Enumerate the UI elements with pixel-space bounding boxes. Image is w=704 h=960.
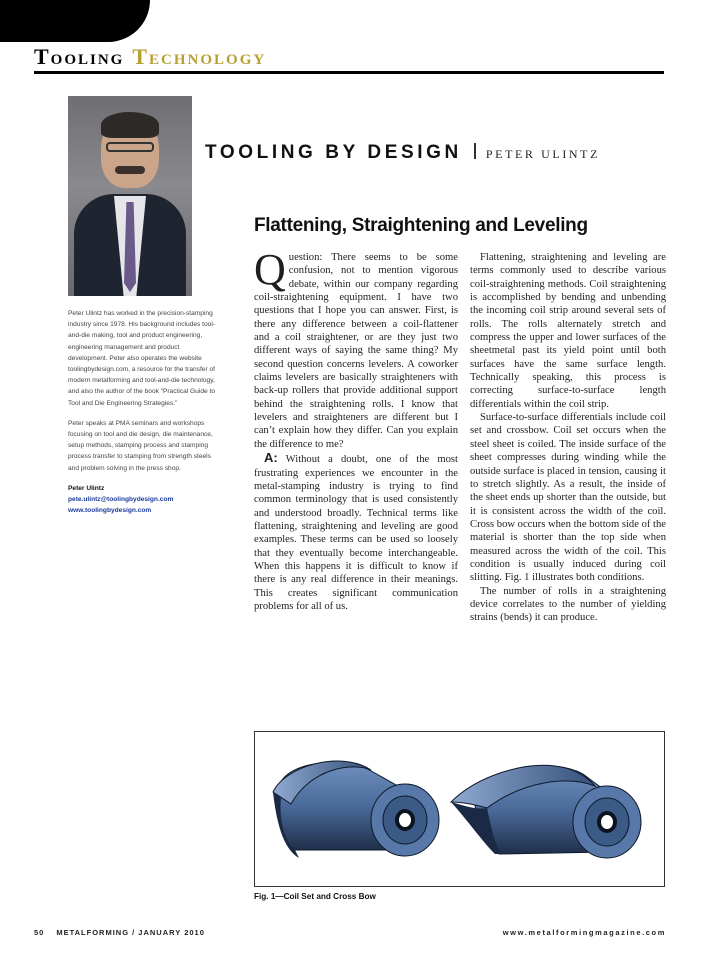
answer-mark: A: bbox=[264, 450, 278, 466]
answer-text: Without a doubt, one of the most frustrating experiences we encounter in the metal-stamping industry is trying to find common terminology that is used consistently and understood broadly. Technical terms like flattening, straightening and leveling are good examples. These terms can be used so loosely that they eventually become interchangeable. When this happens it is difficult to know if there is any real difference in their meanings. This creates significant communication problems for all of us. bbox=[254, 454, 458, 612]
footer-website[interactable]: www.metalformingmagazine.com bbox=[502, 928, 666, 937]
body-paragraph-3: The number of rolls in a straightening device correlates to the number of yielding strains (bends) it can produce. bbox=[470, 585, 666, 624]
article-column-1 bbox=[254, 245, 458, 613]
heading-divider bbox=[474, 143, 476, 159]
cross-bow-illustration bbox=[451, 765, 641, 858]
author-invite: Peter speaks at PMA seminars and workshops focusing on tool and die design, die maintenance, setup methods, stamping process and stamping process transfer to stamping from strength steels and problem solving in the press shop. bbox=[68, 419, 213, 472]
author-photo bbox=[68, 96, 192, 296]
body-paragraph-2: Surface-to-surface differentials include coil set and crossbow. Coil set occurs when the steel sheet is coiled. The inside surface of the sheet compresses during winding while the outside surface is placed in tension, causing it to stretch slightly. As a result, the inside of the sheet ends up shorter than the outside, but it is consistent across the width of the coil. Cross bow occurs when the bottom side of the material is shorter than the top side when measured across the width of the coil. This condition is usually induced during coil slitting. Fig. 1 illustrates both conditions. bbox=[470, 412, 666, 584]
question-paragraph bbox=[254, 245, 458, 451]
article-column-2 bbox=[470, 251, 666, 625]
author-website-link[interactable]: www.toolingbydesign.com bbox=[68, 507, 152, 515]
author-signoff: Peter Ulintz bbox=[68, 484, 105, 492]
body-paragraph-1: Flattening, straightening and leveling are terms commonly used to describe various coil-straightening methods. Coil straightening is accomplished by bending and unbending the incoming coil strip around several sets of rolls. The rolls alternately stretch and compress the upper and lower surfaces of the sheetmetal past its yield point until both surfaces have the same surface length. Technically speaking, this process is correcting surface-to-surface length differentials within the coil strip. bbox=[470, 252, 666, 410]
figure-caption: Fig. 1—Coil Set and Cross Bow bbox=[254, 892, 376, 901]
department-title: TOOLING BY DESIGN bbox=[205, 142, 462, 163]
section-heading bbox=[34, 44, 266, 70]
figure-box bbox=[254, 731, 665, 887]
page-number: 50 bbox=[34, 928, 45, 937]
answer-paragraph bbox=[254, 451, 458, 613]
publication-name: METALFORMING / JANUARY 2010 bbox=[56, 928, 205, 937]
department-author: PETER ULINTZ bbox=[485, 147, 601, 161]
footer-left bbox=[34, 928, 205, 937]
section-heading-word1: Tooling bbox=[34, 44, 125, 69]
coil-set-illustration bbox=[273, 761, 439, 858]
author-sidebar bbox=[68, 308, 218, 516]
corner-tab bbox=[0, 0, 150, 42]
header-rule bbox=[34, 71, 664, 74]
author-bio: Peter Ulintz has worked in the precision-stamping industry since 1978. His background includes tool-and-die making, tool and product engineering, engineering management and product development. Peter also operates the website toolingbydesign.com, a resource for the transfer of modern metalforming and tool-and-die technology, and also the author of the book “Practical Guide to Tool and Die Engineering Strategies.” bbox=[68, 310, 215, 407]
question-text: uestion: There seems to be some confusion, not to mention vigorous debate, within our company regarding coil-straightening equipment. I have two questions that I hope you can answer. First, is there any difference between a coil-flattener and a coil straightener, or are they just two different ways of saying the same thing? My second question concerns levelers. A coworker claims levelers are basically straighteners with back-up rollers that provide additional support behind the straightening rolls. I know that levelers and straighteners are different but I can’t explain how they differ. Can you explain the difference to me? bbox=[254, 252, 458, 450]
department-heading bbox=[205, 142, 665, 164]
dropcap: Q bbox=[254, 245, 286, 294]
author-email-link[interactable]: pete.ulintz@toolingbydesign.com bbox=[68, 496, 174, 504]
article-title: Flattening, Straightening and Leveling bbox=[254, 215, 588, 236]
coil-illustration bbox=[255, 732, 664, 886]
section-heading-word2: Technology bbox=[132, 44, 267, 69]
